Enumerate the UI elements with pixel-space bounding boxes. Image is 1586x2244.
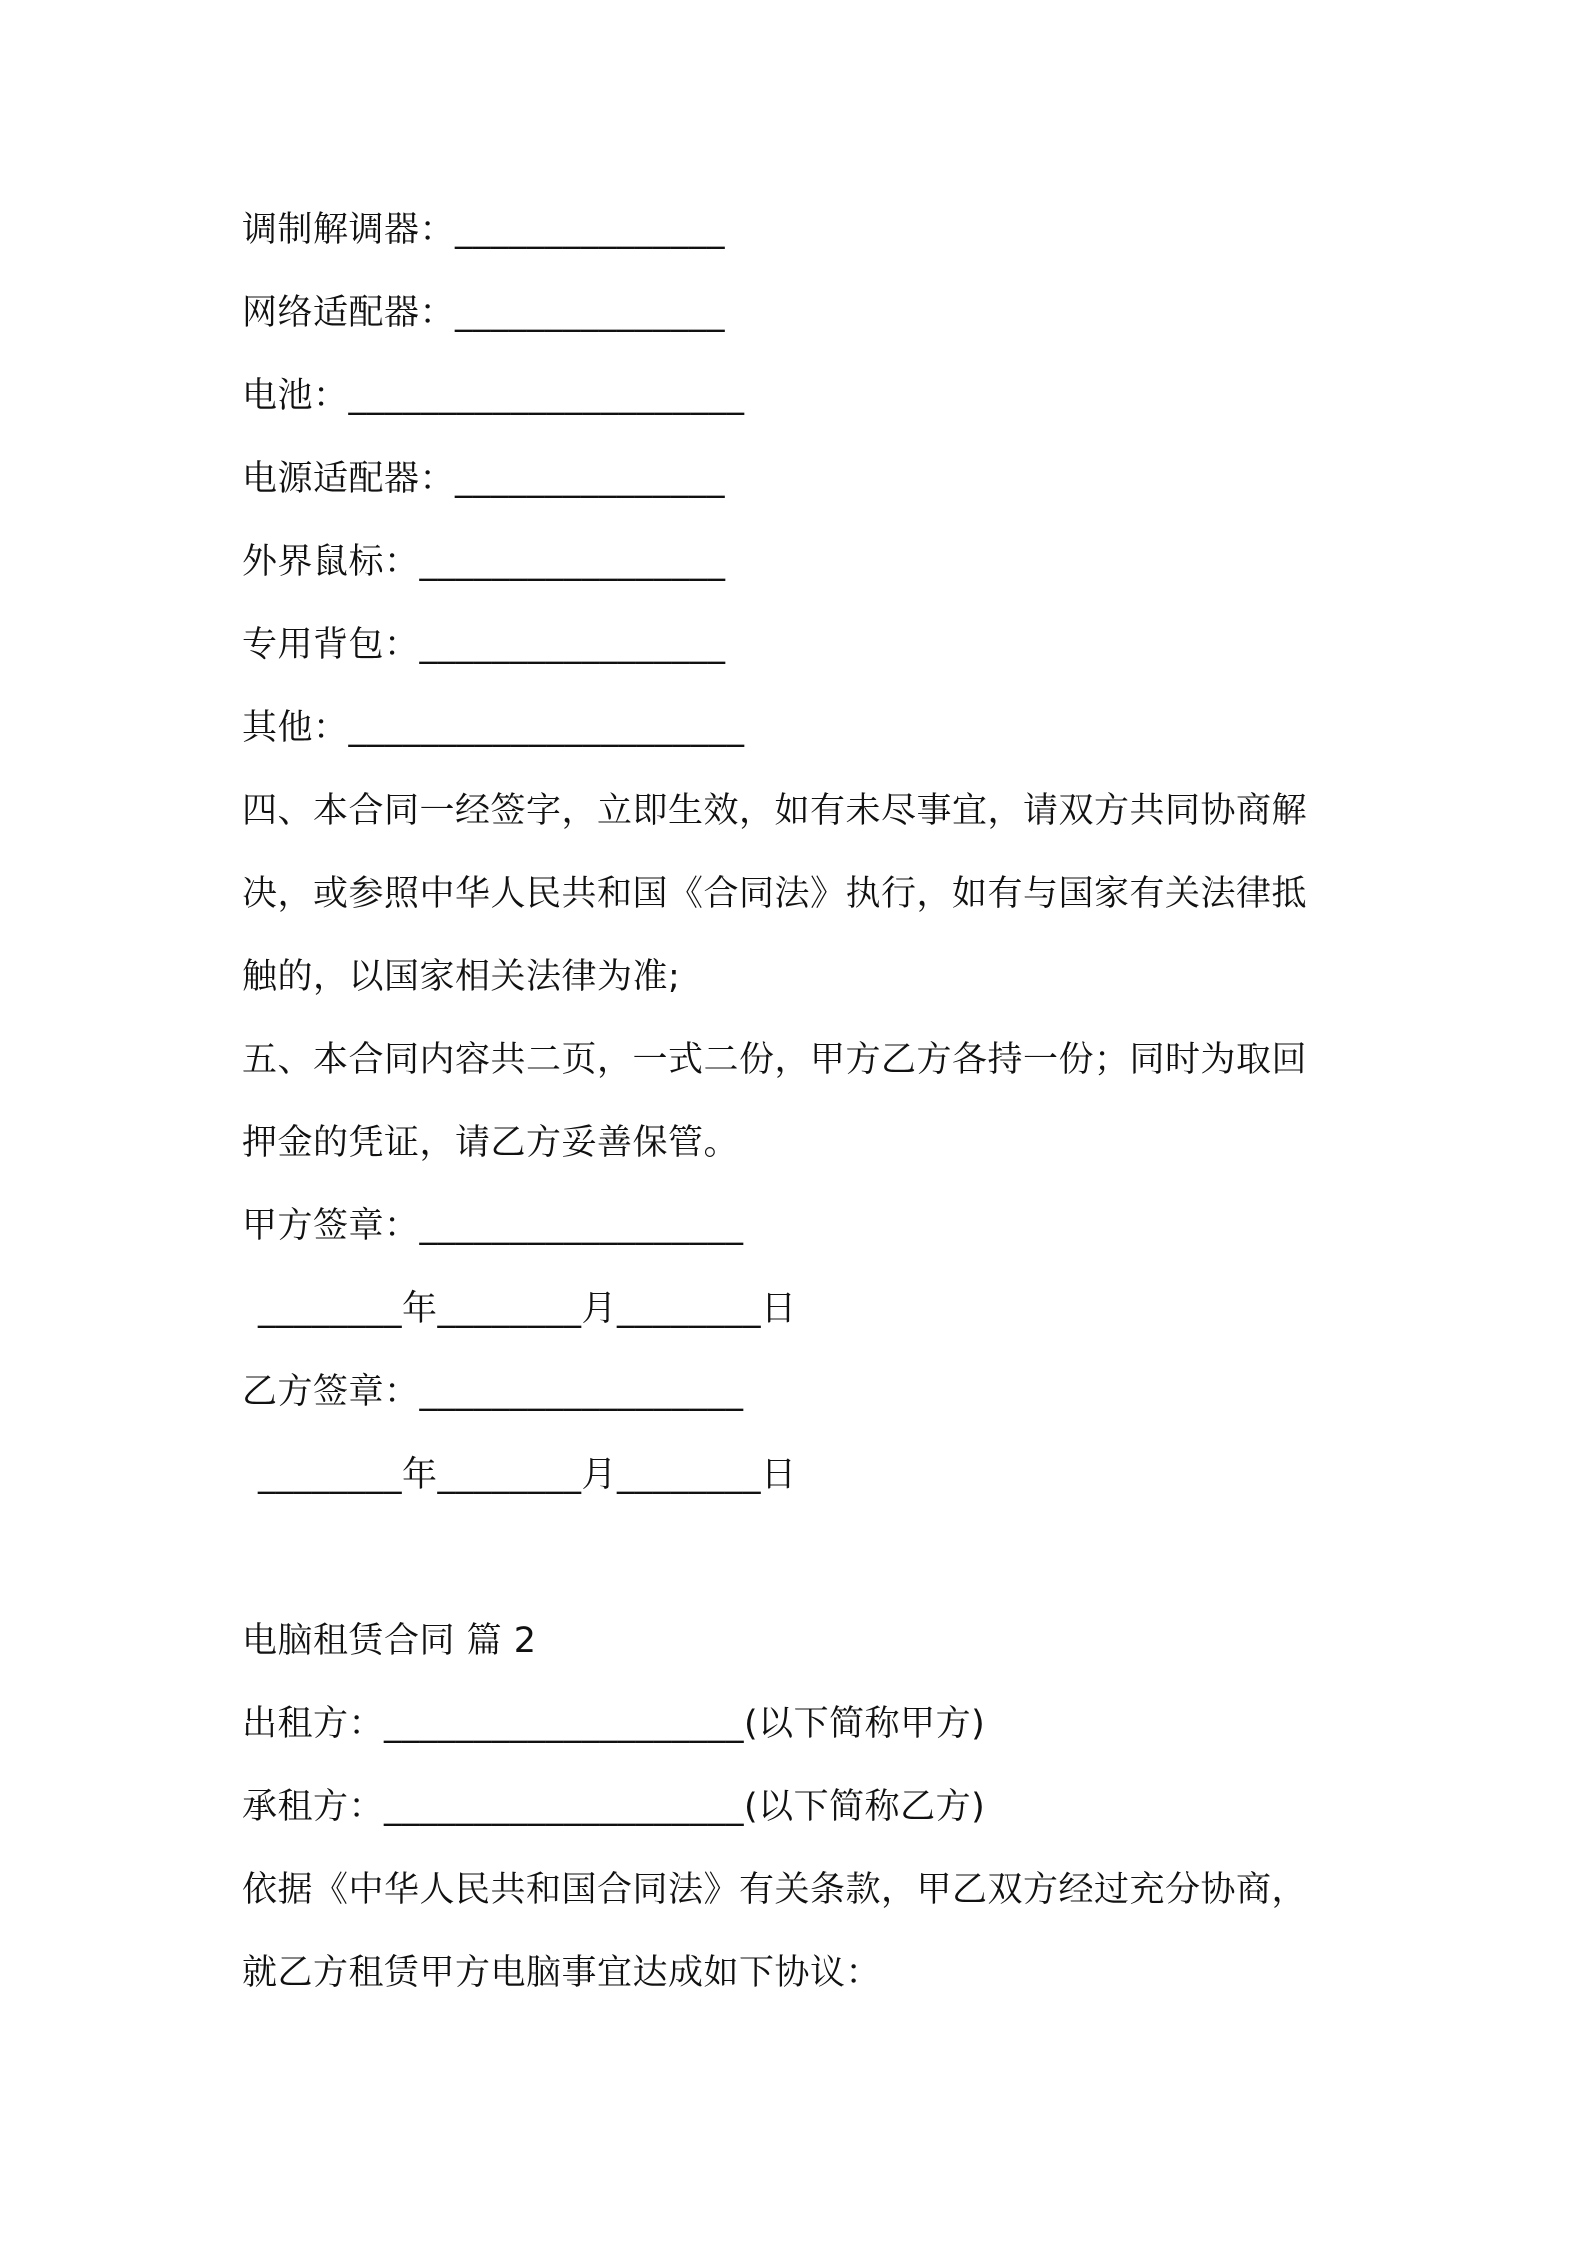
clause-five-line-2: 押金的凭证，请乙方妥善保管。 bbox=[242, 1123, 740, 1163]
clause-five-line-1: 五、本合同内容共二页，一式二份，甲方乙方各持一份；同时为取回 bbox=[242, 1040, 1308, 1080]
field-power-adapter: 电源适配器：_______________ bbox=[242, 459, 726, 499]
field-external-mouse: 外界鼠标：_________________ bbox=[242, 542, 726, 582]
party-a-signature: 甲方签章：__________________ bbox=[242, 1206, 744, 1246]
field-network-adapter: 网络适配器：_______________ bbox=[242, 293, 726, 333]
lessor-field: 出租方：____________________(以下简称甲方) bbox=[242, 1704, 986, 1744]
field-modem: 调制解调器：_______________ bbox=[242, 210, 726, 250]
section-title: 电脑租赁合同 篇 2 bbox=[242, 1621, 537, 1661]
intro-line-1: 依据《中华人民共和国合同法》有关条款，甲乙双方经过充分协商， bbox=[242, 1870, 1308, 1910]
field-battery: 电池：______________________ bbox=[242, 376, 745, 416]
field-other: 其他：______________________ bbox=[242, 708, 745, 748]
party-b-signature: 乙方签章：__________________ bbox=[242, 1372, 744, 1412]
clause-four-line-1: 四、本合同一经签字，立即生效，如有未尽事宜，请双方共同协商解 bbox=[242, 791, 1308, 831]
field-dedicated-bag: 专用背包：_________________ bbox=[242, 625, 726, 665]
clause-four-line-3: 触的，以国家相关法律为准; bbox=[242, 957, 681, 997]
lessee-field: 承租方：____________________(以下简称乙方) bbox=[242, 1787, 986, 1827]
clause-four-line-2: 决，或参照中华人民共和国《合同法》执行，如有与国家有关法律抵 bbox=[242, 874, 1308, 914]
party-b-date: ________年________月________日 bbox=[258, 1455, 797, 1495]
intro-line-2: 就乙方租赁甲方电脑事宜达成如下协议： bbox=[242, 1953, 882, 1993]
party-a-date: ________年________月________日 bbox=[258, 1289, 797, 1329]
